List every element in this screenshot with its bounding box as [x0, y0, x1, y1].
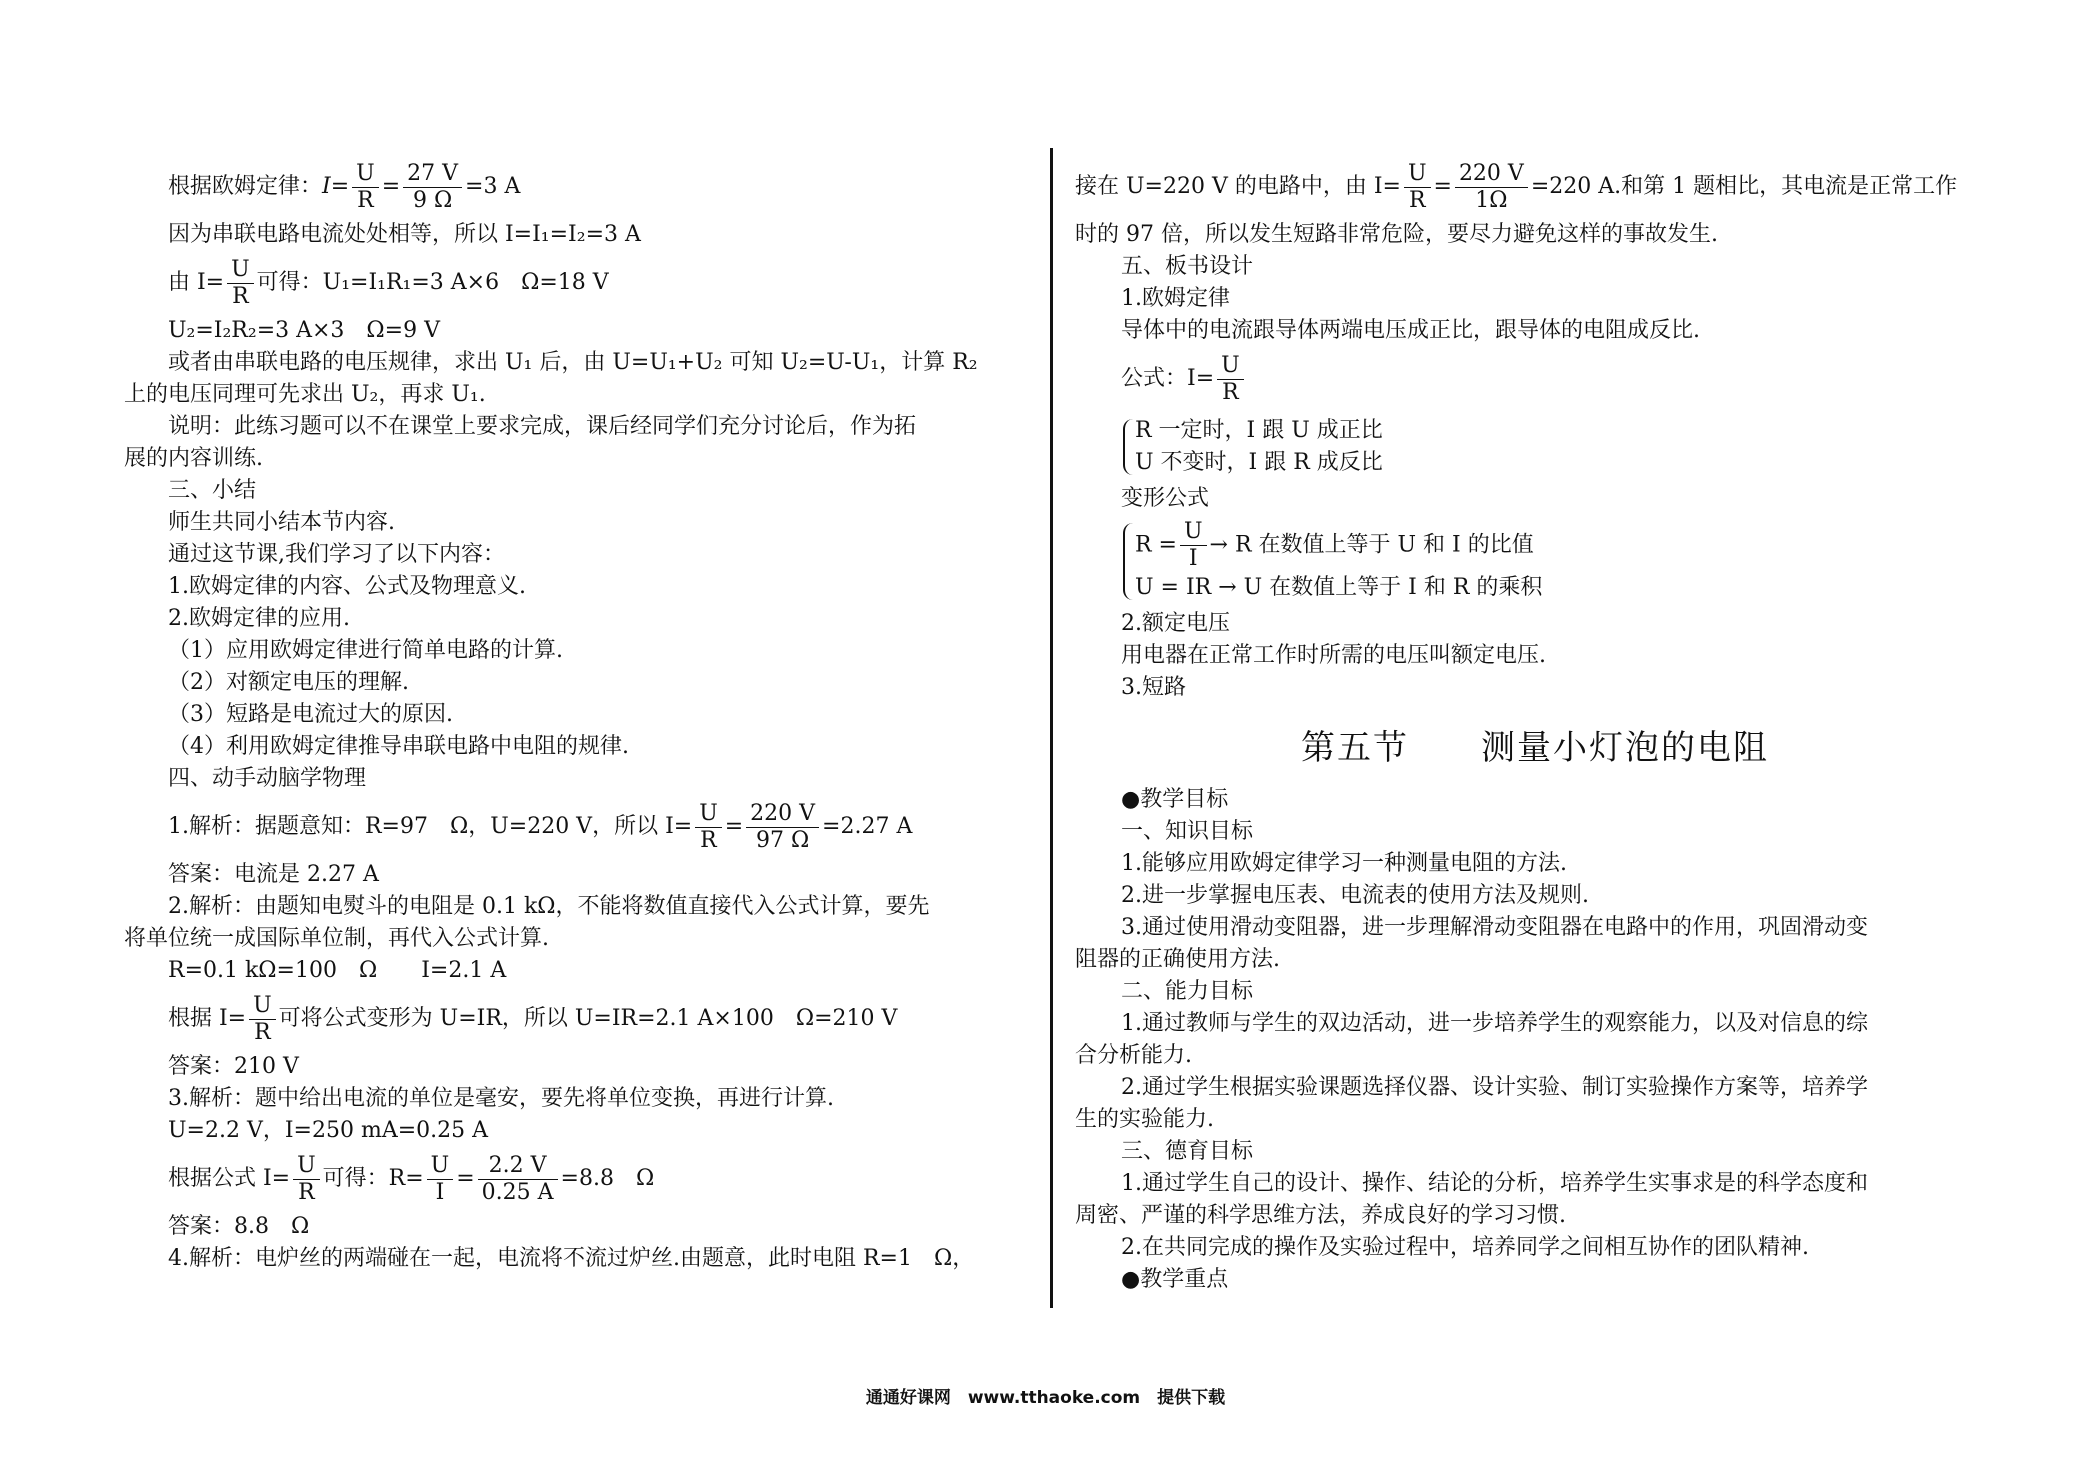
text-line: 师生共同小结本节内容. — [168, 510, 395, 535]
text-line: 三、小结 — [168, 478, 257, 503]
text-line: 1.解析：据题意知：R=97 Ω，U=220 V，所以 I= $\frac{U}{R}$ = $\frac{220 V}{97 \Omega}$ =2.27 A — [168, 800, 913, 853]
text-line: 三、德育目标 — [1121, 1139, 1254, 1164]
text-line: ●教学重点 — [1121, 1267, 1229, 1292]
section-title: 第五节 测量小灯泡的电阻 — [1301, 728, 1769, 768]
text-line: （2）对额定电压的理解. — [168, 670, 409, 695]
text-segment: → R 在数值上等于 U 和 I 的比值 — [1209, 532, 1534, 558]
text-line: 或者由串联电路的电压规律，求出 U₁ 后，由 U=U₁+U₂ 可知 U₂=U-U₁，计算 R₂ — [168, 350, 978, 375]
text-segment: 1.解析：据题意知：R=97 Ω，U=220 V，所以 I= — [168, 814, 693, 839]
text-line: 合分析能力. — [1075, 1043, 1192, 1068]
text-line: 3.解析：题中给出电流的单位是毫安，要先将单位变换，再进行计算. — [168, 1086, 834, 1111]
right-column — [1075, 155, 1995, 1296]
text-segment: =8.8 Ω — [560, 1166, 655, 1191]
text-line: 生的实验能力. — [1075, 1107, 1214, 1132]
text-line: U 不变时，I 跟 R 成反比 — [1135, 450, 1383, 475]
text-line: 阻器的正确使用方法. — [1075, 947, 1280, 972]
text-line: 二、能力目标 — [1121, 979, 1254, 1004]
fraction: $\frac{U}{I}$ — [1180, 519, 1207, 572]
text-line: 2.进一步掌握电压表、电流表的使用方法及规则. — [1121, 883, 1589, 908]
text-segment: 根据公式 I= — [168, 1166, 291, 1191]
column-divider — [1050, 148, 1053, 1308]
text-line: R=0.1 kΩ=100 Ω I=2.1 A — [168, 958, 507, 983]
text-line: （4）利用欧姆定律推导串联电路中电阻的规律. — [168, 734, 629, 759]
fraction: $\frac{U}{R}$ — [1217, 353, 1244, 406]
text-segment: 可得：R= — [322, 1166, 424, 1191]
text-line — [1075, 347, 1995, 411]
text-line: 3.短路 — [1121, 675, 1186, 700]
text-line: 1.能够应用欧姆定律学习一种测量电阻的方法. — [1121, 851, 1567, 876]
text-line — [168, 251, 1038, 315]
fraction: $\frac{U}{I}$ — [427, 1153, 454, 1206]
text-line: 1.通过教师与学生的双边活动，进一步培养学生的观察能力，以及对信息的综 — [1121, 1011, 1868, 1036]
text-line: 答案：电流是 2.27 A — [168, 862, 379, 887]
fraction: $\frac{U}{R}$ — [1404, 161, 1431, 214]
text-line: 因为串联电路电流处处相等，所以 I=I₁=I₂=3 A — [168, 222, 641, 247]
text-line: 展的内容训练. — [124, 446, 263, 471]
text-line: 1.欧姆定律的内容、公式及物理意义. — [168, 574, 526, 599]
text-line: 根据公式 I= $\frac{U}{R}$ 可得：R= $\frac{U}{I}$ = $\frac{2.2 V}{0.25 A}$ =8.8 Ω — [168, 1152, 655, 1205]
text-segment: =220 A.和第 1 题相比，其电流是正常工作 — [1530, 174, 1958, 199]
fraction: $\frac{27 V}{9 \Omega}$ — [403, 161, 462, 214]
text-line: 将单位统一成国际单位制，再代入公式计算. — [124, 926, 549, 951]
text-line: 四、动手动脑学物理 — [168, 766, 367, 791]
text-line: 2.解析：由题知电熨斗的电阻是 0.1 kΩ，不能将数值直接代入公式计算，要先 — [168, 894, 930, 919]
text-line: U=2.2 V，I=250 mA=0.25 A — [168, 1118, 488, 1143]
text-line: U₂=I₂R₂=3 A×3 Ω=9 V — [168, 318, 440, 343]
text-line: 1.通过学生自己的设计、操作、结论的分析，培养学生实事求是的科学态度和 — [1121, 1171, 1868, 1196]
brace-group — [1075, 519, 1995, 604]
fraction: $\frac{U}{R}$ — [352, 161, 379, 214]
fraction: $\frac{220 V}{97 \Omega}$ — [746, 801, 819, 854]
text-line: 时的 97 倍，所以发生短路非常危险，要尽力避免这样的事故发生. — [1075, 222, 1718, 247]
text-line: 上的电压同理可先求出 U₂，再求 U₁. — [124, 382, 486, 407]
text-segment: 由 I= — [168, 270, 225, 295]
text-line: 用电器在正常工作时所需的电压叫额定电压. — [1121, 643, 1546, 668]
fraction: $\frac{U}{R}$ — [227, 257, 254, 310]
text-line: 2.通过学生根据实验课题选择仪器、设计实验、制订实验操作方案等，培养学 — [1121, 1075, 1868, 1100]
text-line: 周密、严谨的科学思维方法，养成良好的学习习惯. — [1075, 1203, 1566, 1228]
fraction: $\frac{U}{R}$ — [249, 993, 276, 1046]
text-line: 通过这节课,我们学习了以下内容： — [168, 542, 505, 567]
left-column — [124, 155, 1038, 1275]
text-line: 2.欧姆定律的应用. — [168, 606, 350, 631]
text-line: R 一定时，I 跟 U 成正比 — [1135, 418, 1383, 443]
text-segment: 根据欧姆定律： — [168, 174, 323, 199]
fraction: $\frac{220 V}{1\Omega}$ — [1455, 161, 1528, 214]
text-segment: R = — [1135, 532, 1177, 558]
text-line: 变形公式 — [1121, 486, 1210, 511]
text-line: 答案：8.8 Ω — [168, 1214, 310, 1239]
text-line: U = IR → U 在数值上等于 I 和 R 的乘积 — [1135, 575, 1543, 600]
text-line: 答案：210 V — [168, 1054, 299, 1079]
text-line: 接在 U=220 V 的电路中，由 I= $\frac{U}{R}$ = $\frac{220 V}{1\Omega}$ =220 A.和第 1 题相比，其电流是正常工作 — [1075, 160, 1958, 213]
text-segment: 接在 U=220 V 的电路中，由 I= — [1075, 174, 1401, 199]
text-line: （3）短路是电流过大的原因. — [168, 702, 453, 727]
text-line: 4.解析：电炉丝的两端碰在一起，电流将不流过炉丝.由题意，此时电阻 R=1 Ω， — [168, 1246, 975, 1271]
fraction: $\frac{U}{R}$ — [695, 801, 722, 854]
text-line — [1135, 519, 1995, 572]
text-segment: 可得：U₁=I₁R₁=3 A×6 Ω=18 V — [256, 270, 609, 295]
text-line: 五、板书设计 — [1121, 254, 1254, 279]
text-line — [168, 987, 1038, 1051]
brace-block — [1121, 415, 1995, 479]
text-line: 一、知识目标 — [1121, 819, 1254, 844]
text-line: 2.额定电压 — [1121, 611, 1230, 636]
text-line: ●教学目标 — [1121, 787, 1229, 812]
brace-group — [1075, 415, 1995, 479]
text-segment: 根据 I= — [168, 1006, 247, 1031]
page-footer: 通通好课网 www.tthaoke.com 提供下载 — [865, 1388, 1226, 1408]
text-line: 说明：此练习题可以不在课堂上要求完成，课后经同学们充分讨论后，作为拓 — [168, 414, 917, 439]
text-line: 2.在共同完成的操作及实验过程中，培养同学之间相互协作的团队精神. — [1121, 1235, 1809, 1260]
fraction: $\frac{U}{R}$ — [293, 1153, 320, 1206]
text-line: （1）应用欧姆定律进行简单电路的计算. — [168, 638, 563, 663]
text-line: 3.通过使用滑动变阻器，进一步理解滑动变阻器在电路中的作用，巩固滑动变 — [1121, 915, 1868, 940]
text-line: 导体中的电流跟导体两端电压成正比，跟导体的电阻成反比. — [1121, 318, 1700, 343]
text-segment: 公式：I= — [1121, 366, 1215, 391]
fraction: $\frac{2.2 V}{0.25 A}$ — [478, 1153, 558, 1206]
text-line: 根据欧姆定律：I= $\frac{U}{R}$ = $\frac{27 V}{9 \Omega}$ =3 A — [168, 160, 521, 213]
brace-block — [1121, 519, 1995, 604]
text-segment: 可将公式变形为 U=IR，所以 U=IR=2.1 A×100 Ω=210 V — [278, 1006, 898, 1031]
text-segment: =3 A — [465, 174, 521, 199]
text-segment: =2.27 A — [822, 814, 913, 839]
text-line: 1.欧姆定律 — [1121, 286, 1230, 311]
